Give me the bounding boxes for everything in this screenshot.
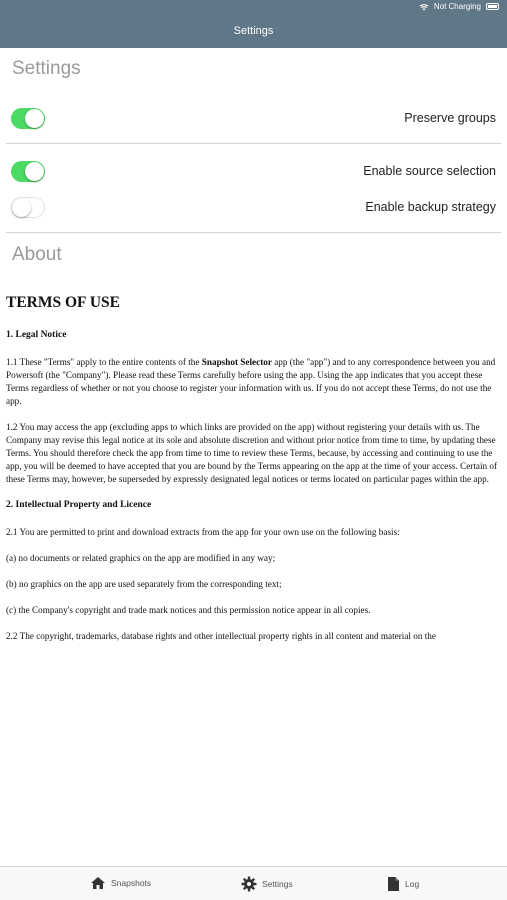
- preserve-groups-toggle[interactable]: [11, 108, 45, 129]
- enable-source-selection-toggle[interactable]: [11, 161, 45, 182]
- terms-paragraph-2-1: 2.1 You are permitted to print and download extracts from the app for your own use on the following basis:: [6, 527, 400, 537]
- toggle-knob: [25, 162, 44, 181]
- setting-row-preserve-groups: [0, 103, 507, 133]
- toggle-knob: [12, 198, 31, 217]
- document-icon: [387, 876, 400, 892]
- divider: [6, 232, 501, 233]
- wifi-icon: [419, 3, 429, 11]
- tab-label: Log: [405, 879, 420, 889]
- battery-icon: [486, 3, 499, 10]
- charging-status: Not Charging: [433, 2, 481, 11]
- setting-row-enable-backup-strategy: [0, 192, 507, 222]
- navigation-bar: [0, 14, 507, 48]
- terms-item-b: (b) no graphics on the app are used separately from the corresponding text;: [6, 579, 282, 589]
- tab-settings[interactable]: [241, 876, 293, 892]
- terms-item-a: (a) no documents or related graphics on the app are modified in any way;: [6, 553, 276, 563]
- toggle-knob: [25, 109, 44, 128]
- terms-title: TERMS OF USE: [6, 294, 120, 311]
- home-icon: [90, 876, 106, 890]
- divider: [6, 143, 501, 144]
- preserve-groups-label: Preserve groups: [404, 111, 496, 125]
- terms-text: 1.1 These "Terms" apply to the entire contents of the: [6, 357, 202, 367]
- nav-title: Settings: [233, 25, 274, 37]
- setting-row-enable-source-selection: [0, 156, 507, 186]
- about-section-title: About: [12, 244, 62, 265]
- terms-text: app (the "app") and to any correspondence between you and Powersoft (the "Company"). Please read these Terms carefully before using the app. Using the app indicates that you accept these Terms regardless of whether or not you choose to register your information with us. If you do not accept these Terms, do not use the app.: [6, 357, 496, 406]
- tab-snapshots[interactable]: [90, 876, 151, 890]
- app-name: Snapshot Selector: [201, 357, 272, 367]
- terms-of-use-document: [6, 290, 501, 643]
- enable-source-selection-label: Enable source selection: [363, 164, 496, 178]
- terms-paragraph-2-2: 2.2 The copyright, trademarks, database rights and other intellectual property rights in all content and material on the: [6, 631, 436, 641]
- legal-notice-heading: 1. Legal Notice: [6, 330, 67, 340]
- settings-section-title: Settings: [12, 58, 81, 79]
- terms-paragraph-1-2: 1.2 You may access the app (excluding apps to which links are provided on the app) without registering your details with us. The Company may revise this legal notice at its sole and absolute discretion and without prior notice from time to time, by updating these Terms. You should therefore check the app from time to time to review these Terms, because, by accessing and continuing to use the app, you will be deemed to have accepted that you are bound by the Terms appearing on the app at the time of your access. Certain of these Terms may, however, be superseded by expressly designated legal notices or terms located on particular pages within the app.: [6, 422, 498, 484]
- enable-backup-strategy-toggle[interactable]: [11, 197, 45, 218]
- gear-icon: [241, 876, 257, 892]
- terms-item-c: (c) the Company's copyright and trade mark notices and this permission notice appear in all copies.: [6, 605, 371, 615]
- tab-label: Snapshots: [111, 878, 152, 888]
- status-bar: [0, 0, 507, 14]
- intellectual-property-heading: 2. Intellectual Property and Licence: [6, 500, 152, 510]
- tab-bar: [0, 866, 507, 900]
- terms-paragraph-1-1: [6, 356, 501, 408]
- enable-backup-strategy-label: Enable backup strategy: [365, 200, 496, 214]
- status-indicators: [419, 2, 499, 11]
- tab-log[interactable]: [387, 876, 419, 892]
- tab-label: Settings: [262, 879, 293, 889]
